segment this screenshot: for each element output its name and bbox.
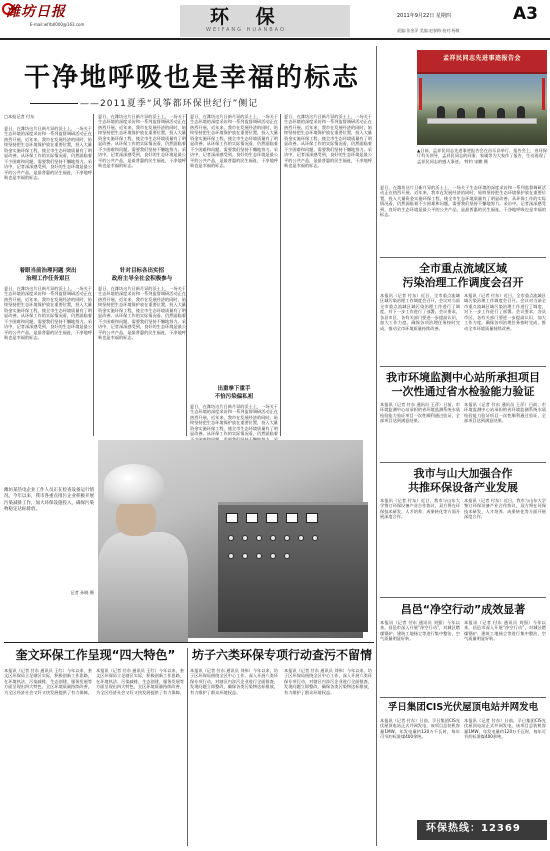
ceremony-photo [417, 50, 547, 145]
lead-subsection-head: 治理工作任务艰巨 [25, 276, 70, 282]
article-headline: 孚日集团CIS光伏屋顶电站并网发电 [387, 702, 539, 713]
knob-icon [312, 535, 318, 541]
lead-subsection-head: 政府主导全社会积极参与 [111, 276, 173, 282]
lead-body-col4: 夏日，在潍坊这片日新月异的沃土上，一场关于生态环境的深度采访和一系列监督调研活动正在热烈开展。近年来，我市在发展经济的同时，始终坚持把生态环境保护放在重要位置，投入大量资金实施环保工程，使全市生态环境质量有了明显改善。从环保工作的实际情况看，仍然面临着不少困难和问题，需要我们坚持不懈地努力。采访中，记者深深感受到，良好的生态环境是最公平的公共产品，是最普惠的民生福祉，干净地呼吸也是幸福的标志。 [284, 114, 372, 169]
article-headline: 污染治理工作调度会召开 [402, 276, 524, 289]
lead-body-col1: 夏日，在潍坊这片日新月异的沃土上，一场关于生态环境的深度采访和一系列监督调研活动正在热烈开展。近年来，我市在发展经济的同时，始终坚持把生态环境保护放在重要位置，投入大量资金实施环保工程，使全市生态环境质量有了明显改善。从环保工作的实际情况看，仍然面临着不少困难和问题，需要我们坚持不懈地努力。采访中，记者深深感受到，良好的生态环境是最公平的公共产品，是最普惠的民生福祉，干净地呼吸也是幸福的标志。 [4, 126, 92, 181]
lead-body-col2b: 夏日，在潍坊这片日新月异的沃土上，一场关于生态环境的深度采访和一系列监督调研活动正在热烈开展。近年来，我市在发展经济的同时，始终坚持把生态环境保护放在重要位置，投入大量资金实施环保工程，使全市生态环境质量有了明显改善。从环保工作的实际情况看，仍然面临着不少困难和问题，需要我们坚持不懈地努力。采访中，记者深深感受到，良好的生态环境是最公平的公共产品，是最普惠的民生福祉，干净地呼吸也是幸福的标志。 [98, 286, 186, 341]
worker-photo [98, 440, 363, 638]
control-panel [218, 502, 368, 632]
section-title: 环 保 [210, 6, 285, 28]
article-body: 本报讯（记者 付东 通讯员 王萍）日前，市环境监测中心站承担的省环境监测系统水质检验能力验证项目一次性顺利通过验证，全部项目达到满意结果。 [380, 402, 460, 424]
meter-icon [266, 513, 278, 523]
article-body: 本报讯（记者 付东 通讯员 刘伟）今年以来，坊子区环保局围绕全区中心工作，深入开展六类环保专项行动，对辖区内涉污企业进行全面排查，发现问题立即整改，确保各类污染物达标排放，有力维护了群众环境权益。 [284, 668, 372, 695]
flag-icon [419, 78, 422, 110]
lead-subsection-head: 着眼当前治理问题 突出 [19, 268, 77, 274]
lead-subsection-head: 针对目标各出实招 [119, 268, 164, 274]
page-number: A3 [513, 4, 538, 24]
article-divider [380, 697, 546, 698]
flag-icon [542, 78, 545, 110]
article-headline: 共推环保设备产业发展 [408, 481, 518, 494]
meter-icon [246, 513, 258, 523]
knob-icon [256, 553, 262, 559]
lead-body-col3: 夏日，在潍坊这片日新月异的沃土上，一场关于生态环境的深度采访和一系列监督调研活动正在热烈开展。近年来，我市在发展经济的同时，始终坚持把生态环境保护放在重要位置，投入大量资金实施环保工程，使全市生态环境质量有了明显改善。从环保工作的实际情况看，仍然面临着不少困难和问题，需要我们坚持不懈地努力。采访中，记者深深感受到，良好的生态环境是最公平的公共产品，是最普惠的民生福祉，干净地呼吸也是幸福的标志。 [190, 114, 278, 169]
knob-icon [284, 553, 290, 559]
worker-face [116, 500, 156, 536]
paper-name: 潍坊日报 [6, 4, 66, 20]
column-rule [376, 46, 377, 846]
article-body: 本报讯（记者 付东）近日，全市重点流域区域污染治理工作调度会召开。会议对当前全市重点流域区域污染治理工作进行了调度，对下一步工作进行了部署。会议要求，各县市区、各有关部门要进一步提高认识，加大工作力度，确保各项治理任务按时完成，推动全市环境质量持续改善。 [464, 293, 546, 331]
article-divider [380, 597, 546, 598]
knob-icon [270, 535, 276, 541]
article-headline: 奎文环保工作呈现“四大特色” [15, 648, 176, 662]
article-body: 本报讯（记者 付东 通讯员 王红）今年以来，奎文区环保局立足辖区实际，积极创新工作思路，在环境执法、污染减排、生态创建、服务发展等方面呈现出四大特色，全区环境质量持续改善，为全区经济社会又好又快发展提供了有力保障。 [96, 668, 184, 695]
lead-body-col2: 夏日，在潍坊这片日新月异的沃土上，一场关于生态环境的深度采访和一系列监督调研活动正在热烈开展。近年来，我市在发展经济的同时，始终坚持把生态环境保护放在重要位置，投入大量资金实施环保工程，使全市生态环境质量有了明显改善。从环保工作的实际情况看，仍然面临着不少困难和问题，需要我们坚持不懈地努力。采访中，记者深深感受到，良好的生态环境是最公平的公共产品，是最普惠的民生福祉，干净地呼吸也是幸福的标志。 [98, 114, 186, 169]
worker-photo-caption: 潍坊某热电企业工作人员正在检查设备运行情况。今年以来，我市各重点排污企业积极开展污染减排工作，加大环保设施投入，确保污染物稳定达标排放。 [4, 488, 94, 512]
article-body: 本报讯（记者 付东 通讯员 王萍）日前，市环境监测中心站承担的省环境监测系统水质检验能力验证项目一次性顺利通过验证，全部项目达到满意结果。 [464, 402, 546, 424]
article-headline: 一次性通过省水检验能力验证 [391, 385, 535, 398]
article-body: 本报讯（记者 付东 通讯员 王红）今年以来，奎文区环保局立足辖区实际，积极创新工作思路，在环境执法、污染减排、生态创建、服务发展等方面呈现出四大特色，全区环境质量持续改善，为全区经济社会又好又快发展提供了有力保障。 [4, 668, 92, 695]
article-body: 本报讯（记者 付东）近日，我市与山东大学签订环保设备产业合作协议，双方将在环保技术研发、人才培养、成果转化等方面开展深度合作。 [380, 498, 460, 520]
knob-icon [228, 535, 234, 541]
article-body: 本报讯（记者 付东 通讯员 刘伟）今年以来，坊子区环保局围绕全区中心工作，深入开展六类环保专项行动，对辖区内涉污企业进行全面排查，发现问题立即整改，确保各类污染物达标排放，有力维护了群众环境权益。 [190, 668, 278, 695]
article-divider [380, 462, 546, 463]
lead-subhead: ——2011夏季“风筝都环保世纪行”侧记 [80, 99, 259, 109]
photo-banner-text: 孟祥民同志先进事迹报告会 [442, 55, 521, 62]
knob-icon [228, 553, 234, 559]
article-body: 本报讯（记者 付东）近日，我市与山东大学签订环保设备产业合作协议，双方将在环保技术研发、人才培养、成果转化等方面开展深度合作。 [464, 498, 546, 520]
editor-credits: 责编:张金萍 美编:赵春梅 校对:杨敏 [397, 28, 460, 33]
meter-icon [286, 513, 298, 523]
lead-byline: □本报记者 付东 [4, 114, 35, 119]
knob-icon [256, 535, 262, 541]
article-divider [380, 366, 546, 367]
knob-icon [242, 535, 248, 541]
meter-icon [306, 513, 318, 523]
column-rule [280, 114, 281, 436]
knob-icon [270, 553, 276, 559]
article-headline: 坊子六类环保专项行动查污不留情 [191, 648, 372, 662]
photo-caption: ▲日前，孟祥民同志先进事迹报告会在昌乐县举行。报告会上，省环保厅有关领导，孟祥民同志的同事、家属等为大家作了报告，生动再现了孟祥民同志的感人事迹。 特约 宋鹏 摄 [417, 148, 547, 164]
worker-body [98, 532, 188, 642]
knob-icon [298, 535, 304, 541]
column-rule [187, 648, 188, 846]
section-divider [4, 642, 374, 643]
worker-photo-credit: 记者 孙晓 摄 [70, 590, 94, 595]
column-rule [93, 114, 94, 436]
knob-icon [284, 535, 290, 541]
lead-subsection-head: 出重拳下重手 [217, 386, 251, 392]
article-headline: 我市环境监测中心站所承担项目 [386, 371, 540, 384]
article-headline: 全市重点流域区域 [419, 262, 507, 275]
subhead-dash [30, 103, 78, 104]
lead-headline: 干净地呼吸也是幸福的标志 [24, 63, 361, 93]
article-body: 本报讯（记者 付东 通讯员 刘强）今年以来，昌邑市深入开展“净空行动”，对城区燃煤锅炉、建筑工地扬尘等进行集中整治，空气质量明显好转。 [464, 620, 546, 642]
article-headline: 我市与山大加强合作 [413, 467, 513, 480]
knob-icon [242, 553, 248, 559]
section-pinyin: WEIFANG HUANBAO [206, 27, 286, 33]
paper-email: E-mail:wfrb0000@163.com [30, 22, 85, 27]
article-body: 本报讯（记者 付东）日前，孚日集团CIS光伏屋顶电站正式并网发电，该项目总装机容量1MW，年发电量约120万千瓦时，每年可节约标准煤400余吨。 [464, 718, 546, 740]
article-body: 本报讯（记者 付东）近日，全市重点流域区域污染治理工作调度会召开。会议对当前全市重点流域区域污染治理工作进行了调度，对下一步工作进行了部署。会议要求，各县市区、各有关部门要进一步提高认识，加大工作力度，确保各项治理任务按时完成，推动全市环境质量持续改善。 [380, 293, 460, 331]
hotline-label: 环保热线：12369 [426, 823, 521, 834]
article-body: 本报讯（记者 付东 通讯员 刘强）今年以来，昌邑市深入开展“净空行动”，对城区燃煤锅炉、建筑工地扬尘等进行集中整治，空气质量明显好转。 [380, 620, 460, 642]
article-divider [380, 257, 546, 258]
lead-subsection-head: 不恰污染偏私袒 [214, 394, 254, 400]
meter-icon [226, 513, 238, 523]
dateline: 2011年9月22日 星期四 [397, 13, 451, 19]
podium-table [427, 118, 537, 124]
masthead [0, 0, 550, 40]
column-rule [186, 114, 187, 436]
lead-body-col5: 夏日，在潍坊这片日新月异的沃土上，一场关于生态环境的深度采访和一系列监督调研活动正在热烈开展。近年来，我市在发展经济的同时，始终坚持把生态环境保护放在重要位置，投入大量资金实施环保工程，使全市生态环境质量有了明显改善。从环保工作的实际情况看，仍然面临着不少困难和问题，需要我们坚持不懈地努力。采访中，记者深深感受到，良好的生态环境是最公平的公共产品，是最普惠的民生福祉，干净地呼吸也是幸福的标志。 [380, 185, 546, 218]
article-body: 本报讯（记者 付东）日前，孚日集团CIS光伏屋顶电站正式并网发电，该项目总装机容量1MW，年发电量约120万千瓦时，每年可节约标准煤400余吨。 [380, 718, 460, 740]
hardhat-icon [104, 464, 164, 504]
article-headline: 昌邑“净空行动”成效显著 [400, 603, 526, 616]
lead-body-col1b: 夏日，在潍坊这片日新月异的沃土上，一场关于生态环境的深度采访和一系列监督调研活动正在热烈开展。近年来，我市在发展经济的同时，始终坚持把生态环境保护放在重要位置，投入大量资金实施环保工程，使全市生态环境质量有了明显改善。从环保工作的实际情况看，仍然面临着不少困难和问题，需要我们坚持不懈地努力。采访中，记者深深感受到，良好的生态环境是最公平的公共产品，是最普惠的民生福祉，干净地呼吸也是幸福的标志。 [4, 286, 92, 341]
lead-body-col3b: 夏日，在潍坊这片日新月异的沃土上，一场关于生态环境的深度采访和一系列监督调研活动正在热烈开展。近年来，我市在发展经济的同时，始终坚持把生态环境保护放在重要位置，投入大量资金实施环保工程，使全市生态环境质量有了明显改善。从环保工作的实际情况看，仍然面临着 [190, 404, 278, 437]
